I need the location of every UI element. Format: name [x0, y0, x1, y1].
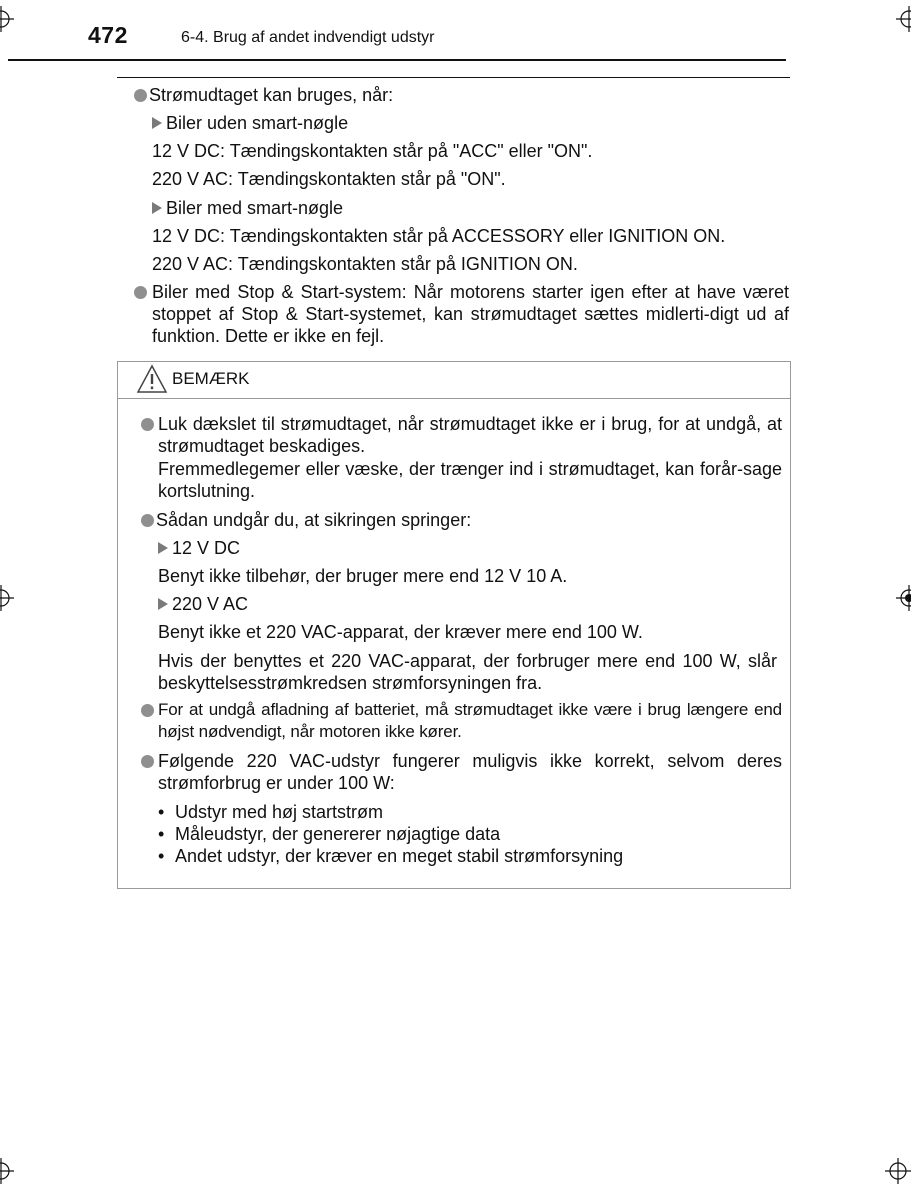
- triangle-marker-icon: [152, 202, 162, 214]
- crop-mark-icon: [0, 1158, 14, 1184]
- sub-heading: [152, 197, 343, 219]
- paragraph: Fremmedlegemer eller væske, der trænger ind i strømudtaget, kan forår-sage kortslutning.: [158, 459, 782, 501]
- crop-mark-icon: [0, 585, 14, 611]
- list-bullet: •: [158, 846, 165, 866]
- paragraph: 220 V AC: Tændingskontakten står på IGNITION ON.: [152, 254, 578, 274]
- bullet-item: [134, 84, 393, 106]
- list-item: [158, 801, 383, 823]
- bullet-dot-icon: [141, 755, 154, 768]
- bullet-dot-icon: [141, 418, 154, 431]
- warning-triangle-icon: [136, 364, 168, 394]
- bullet-text: For at undgå afladning af batteriet, må strømudtaget ikke være i brug længere end højst nødvendigt, når motoren ikke kører.: [158, 700, 782, 741]
- paragraph: 220 V AC: Tændingskontakten står på "ON".: [152, 169, 506, 189]
- paragraph: 12 V DC: Tændingskontakten står på ACCESSORY eller IGNITION ON.: [152, 226, 726, 246]
- bullet-text: Strømudtaget kan bruges, når:: [149, 85, 394, 105]
- paragraph: Hvis der benyttes et 220 VAC-apparat, der forbruger mere end 100 W, slår beskyttelsesstrømkredsen strømforsyningen fra.: [158, 651, 777, 693]
- section-title: 6-4. Brug af andet indvendigt udstyr: [181, 29, 435, 46]
- sub-heading-text: 12 V DC: [172, 538, 241, 558]
- list-bullet: •: [158, 802, 165, 822]
- bullet-text: Biler med Stop & Start-system: Når motorens starter igen efter at have været stoppet af Stop & Start-systemet, kan strømudtaget sættes midlerti-digt ud af funktion. Dette er ikke en fejl.: [152, 282, 789, 346]
- sub-heading: [158, 537, 240, 559]
- bullet-text: Luk dækslet til strømudtaget, når strømudtaget ikke er i brug, for at undgå, at strømudtaget beskadiges.: [158, 414, 782, 456]
- list-item-text: Udstyr med høj startstrøm: [175, 802, 384, 822]
- triangle-marker-icon: [158, 598, 168, 610]
- notice-title: BEMÆRK: [172, 369, 250, 388]
- notice-header-rule: [117, 398, 791, 399]
- crop-mark-icon: [885, 1158, 911, 1184]
- crop-mark-icon: [896, 585, 911, 611]
- sub-heading: [158, 593, 248, 615]
- triangle-marker-icon: [158, 542, 168, 554]
- bullet-dot-icon: [141, 704, 154, 717]
- paragraph: Benyt ikke tilbehør, der bruger mere end 12 V 10 A.: [158, 566, 568, 586]
- bullet-dot-icon: [141, 514, 154, 527]
- list-item-text: Måleudstyr, der genererer nøjagtige data: [175, 824, 501, 844]
- list-bullet: •: [158, 824, 165, 844]
- bullet-item: [141, 509, 471, 531]
- list-item-text: Andet udstyr, der kræver en meget stabil strømforsyning: [175, 846, 624, 866]
- bullet-text: Sådan undgår du, at sikringen springer:: [156, 510, 472, 530]
- crop-mark-icon: [0, 6, 14, 32]
- list-item: [158, 823, 500, 845]
- bullet-text: Følgende 220 VAC-udstyr fungerer muligvis ikke korrekt, selvom deres strømforbrug er under 100 W:: [158, 751, 782, 793]
- sub-heading-text: Biler med smart-nøgle: [166, 198, 344, 218]
- bullet-dot-icon: [134, 89, 147, 102]
- bullet-dot-icon: [134, 286, 147, 299]
- sub-heading-text: 220 V AC: [172, 594, 249, 614]
- paragraph: 12 V DC: Tændingskontakten står på "ACC" eller "ON".: [152, 141, 593, 161]
- paragraph: Benyt ikke et 220 VAC-apparat, der kræver mere end 100 W.: [158, 622, 643, 642]
- content-top-rule: [117, 77, 790, 78]
- sub-heading-text: Biler uden smart-nøgle: [166, 113, 349, 133]
- triangle-marker-icon: [152, 117, 162, 129]
- header-rule: [8, 59, 786, 61]
- sub-heading: [152, 112, 348, 134]
- crop-mark-icon: [896, 6, 911, 32]
- page-number: 472: [88, 22, 128, 48]
- list-item: [158, 845, 623, 867]
